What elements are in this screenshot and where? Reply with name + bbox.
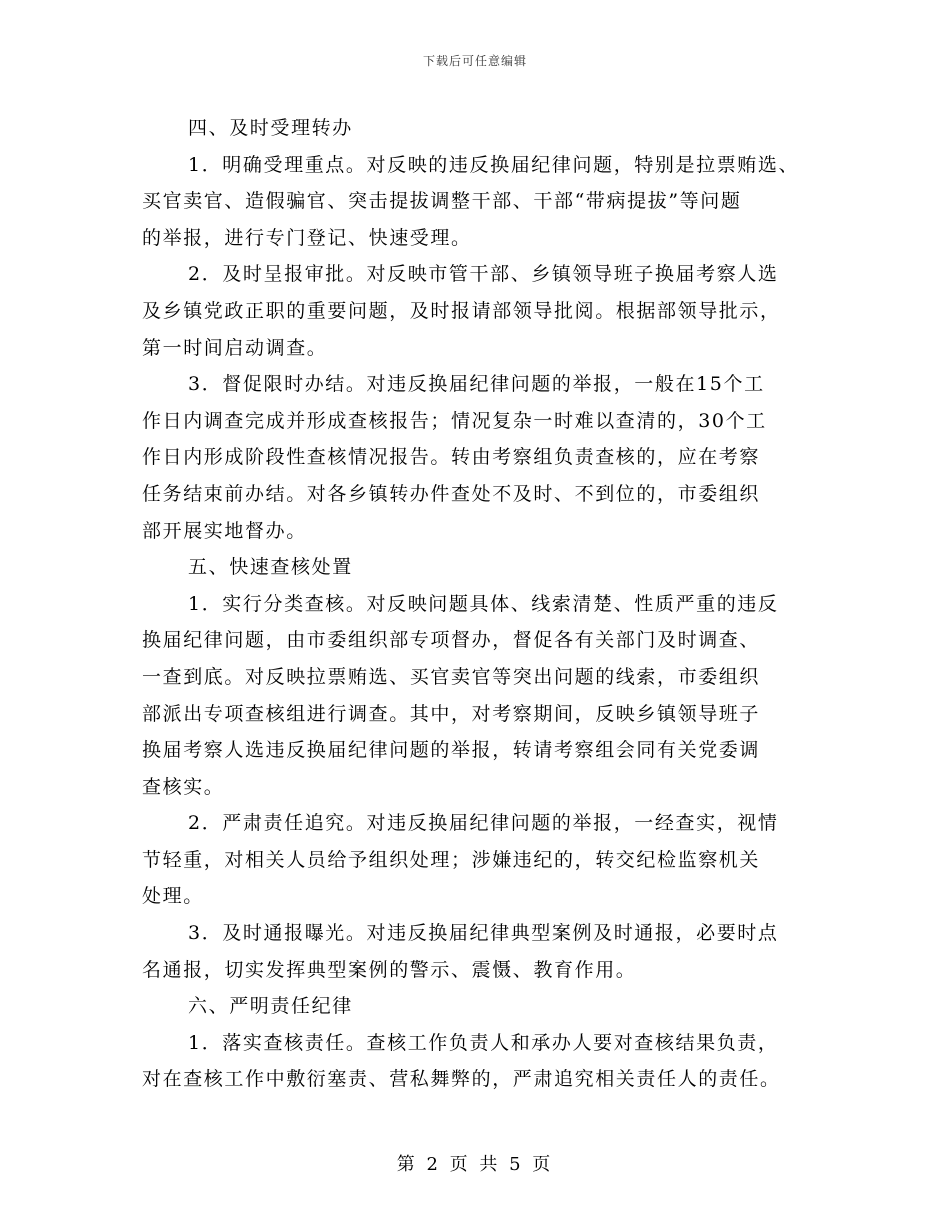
text-line: 四、及时受理转办 — [188, 117, 353, 139]
text-line: 3．及时通报曝光。对违反换届纪律典型案例及时通报，必要时点 — [188, 922, 779, 945]
text-line: 2．严肃责任追究。对违反换届纪律问题的举报，一经查实，视情 — [188, 812, 779, 835]
text-line: 处理。 — [142, 885, 204, 908]
text-line: 第一时间启动调查。 — [142, 336, 328, 359]
text-line: 查核实。 — [142, 775, 225, 798]
text-line: 名通报，切实发挥典型案例的警示、震慑、教育作用。 — [142, 958, 637, 981]
page-number: 第 2 页 共 5 页 — [396, 1154, 554, 1175]
text-line: 六、严明责任纪律 — [188, 995, 353, 1018]
text-line: 2．及时呈报审批。对反映市管干部、乡镇领导班子换届考察人选 — [188, 263, 779, 286]
text-line: 1．实行分类查核。对反映问题具体、线索清楚、性质严重的违反 — [188, 592, 779, 615]
page-header: 下载后可任意编辑 — [422, 54, 527, 68]
text-line: 买官卖官、造假骗官、突击提拔调整干部、干部“带病提拔”等问题 — [142, 190, 742, 213]
text-line: 任务结束前办结。对各乡镇转办件查处不及时、不到位的，市委组织 — [142, 482, 761, 505]
text-line: 作日内调查完成并形成查核报告；情况复杂一时难以查清的，30个工 — [142, 409, 767, 432]
text-line: 部开展实地督办。 — [142, 519, 307, 542]
text-line: 换届纪律问题，由市委组织部专项督办，督促各有关部门及时调查、 — [142, 629, 761, 652]
text-line: 的举报，进行专门登记、快速受理。 — [142, 226, 472, 249]
text-line: 部派出专项查核组进行调查。其中，对考察期间，反映乡镇领导班子 — [142, 702, 761, 725]
text-line: 换届考察人选违反换届纪律问题的举报，转请考察组会同有关党委调 — [142, 739, 761, 762]
text-line: 作日内形成阶段性查核情况报告。转由考察组负责查核的，应在考察 — [142, 446, 761, 469]
text-line: 及乡镇党政正职的重要问题，及时报请部领导批阅。根据部领导批示， — [142, 299, 781, 322]
text-line: 1．落实查核责任。查核工作负责人和承办人要对查核结果负责， — [188, 1031, 779, 1054]
text-line: 五、快速查核处置 — [188, 556, 353, 579]
text-line: 3．督促限时办结。对违反换届纪律问题的举报，一般在15个工 — [188, 373, 765, 396]
text-line: 节轻重，对相关人员给予组织处理；涉嫌违纪的，转交纪检监察机关 — [142, 848, 761, 871]
text-line: 1．明确受理重点。对反映的违反换届纪律问题，特别是拉票贿选、 — [188, 153, 800, 176]
text-line: 对在查核工作中敷衍塞责、营私舞弊的，严肃追究相关责任人的责任。 — [142, 1068, 781, 1091]
document-body — [142, 114, 832, 1102]
text-line: 一查到底。对反映拉票贿选、买官卖官等突出问题的线索，市委组织 — [142, 665, 761, 688]
